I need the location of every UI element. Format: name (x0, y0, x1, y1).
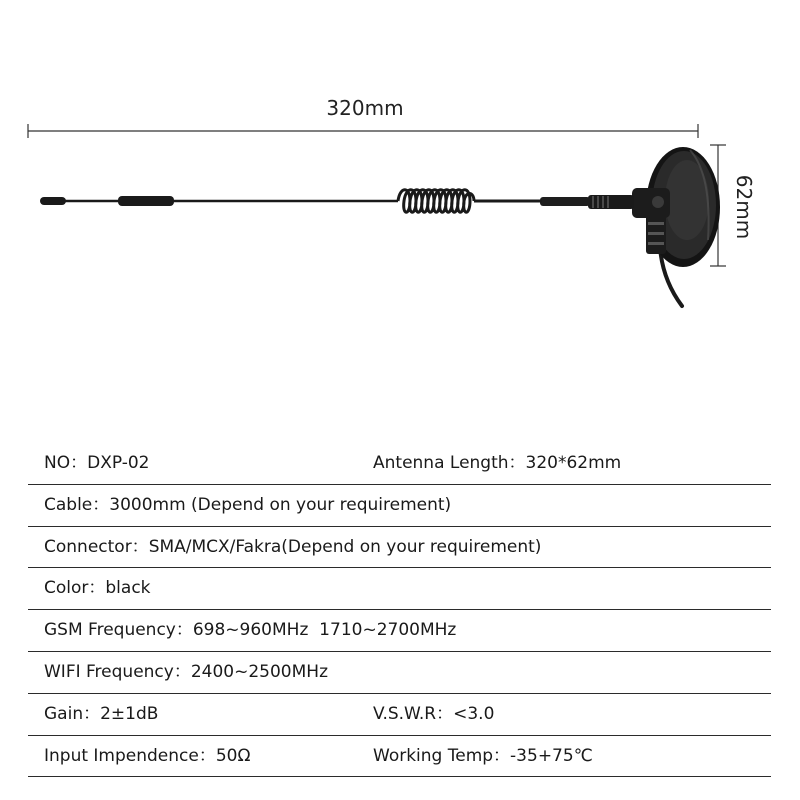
spec-value: 2400~2500MHz (190, 661, 328, 682)
spec-working-temp (373, 736, 593, 777)
spec-value: SMA/MCX/Fakra(Depend on your requirement) (148, 536, 542, 557)
spec-color (44, 568, 151, 609)
spec-value: -35+75℃ (510, 745, 593, 766)
spec-key: Color： (44, 578, 106, 599)
spec-model (44, 443, 150, 484)
spec-row-wifi (28, 652, 771, 694)
antenna-tip (40, 197, 66, 205)
hinge-bracket (632, 188, 670, 254)
spec-vswr (373, 694, 494, 735)
spec-key: Working Temp： (373, 745, 511, 766)
spec-value: 320*62mm (525, 453, 622, 473)
spring-coil (398, 190, 474, 213)
spec-value: 50Ω (215, 745, 251, 766)
spec-row-gsm (28, 610, 771, 652)
spec-key: Cable： (44, 494, 110, 515)
spec-row-impedance (28, 736, 771, 778)
spec-row-model (28, 443, 771, 485)
spec-connector (44, 527, 541, 568)
spec-key: Connector： (44, 536, 149, 557)
spec-gsm-frequency (44, 610, 456, 651)
spec-value: 698~960MHz 1710~2700MHz (192, 620, 457, 641)
spec-key: V.S.W.R： (373, 703, 454, 724)
height-dimension-label: 62mm (732, 174, 756, 240)
loading-sleeve (118, 196, 174, 206)
spec-key: WIFI Frequency： (44, 661, 191, 682)
spec-row-gain (28, 694, 771, 736)
spec-cable (44, 485, 451, 526)
length-dimension-label: 320mm (326, 96, 404, 120)
spec-key: Antenna Length： (373, 453, 526, 473)
spec-value: <3.0 (453, 703, 495, 724)
spec-value: DXP-02 (87, 453, 150, 473)
spec-table (28, 443, 771, 777)
spec-value: 3000mm (Depend on your requirement) (109, 494, 452, 515)
spec-wifi-frequency (44, 652, 328, 693)
spec-key: GSM Frequency： (44, 620, 193, 641)
spec-input-impedance (44, 736, 250, 777)
spec-key: Gain： (44, 703, 101, 724)
spec-key: Input Impendence： (44, 745, 216, 766)
spec-value: 2±1dB (100, 703, 159, 724)
spec-key: NO： (44, 453, 88, 473)
spec-row-cable (28, 485, 771, 527)
spec-value: black (105, 578, 151, 599)
antenna-connector (540, 195, 634, 209)
spec-row-color (28, 568, 771, 610)
length-dimension-line (28, 124, 698, 138)
spec-row-connector (28, 527, 771, 569)
spec-antenna-length (373, 443, 621, 484)
spec-gain (44, 694, 158, 735)
